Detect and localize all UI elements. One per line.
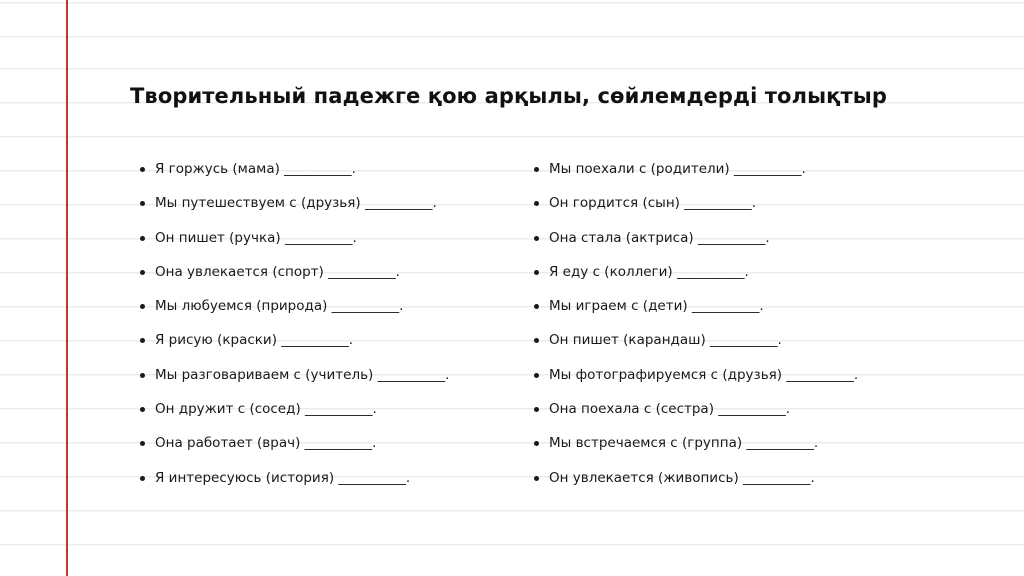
exercise-item: Он пишет (ручка) __________. bbox=[140, 223, 449, 257]
exercise-item: Она стала (актриса) __________. bbox=[534, 223, 858, 257]
notebook-margin-line bbox=[66, 0, 68, 576]
exercise-item: Мы встречаемся с (группа) __________. bbox=[534, 428, 858, 462]
exercise-list-left bbox=[140, 154, 449, 497]
exercise-item: Мы фотографируемся с (друзья) __________. bbox=[534, 360, 858, 394]
exercise-item: Он увлекается (живопись) __________. bbox=[534, 463, 858, 497]
exercise-item: Он пишет (карандаш) __________. bbox=[534, 325, 858, 359]
page-title: Творительный падежге қою арқылы, сөйлемдерді толықтыр bbox=[130, 84, 888, 108]
exercise-item: Я рисую (краски) __________. bbox=[140, 325, 449, 359]
exercise-list-right bbox=[534, 154, 858, 497]
exercise-item: Мы любуемся (природа) __________. bbox=[140, 291, 449, 325]
exercise-item: Я горжусь (мама) __________. bbox=[140, 154, 449, 188]
exercise-item: Мы путешествуем с (друзья) __________. bbox=[140, 188, 449, 222]
exercise-item: Я интересуюсь (история) __________. bbox=[140, 463, 449, 497]
exercise-item: Он дружит с (сосед) __________. bbox=[140, 394, 449, 428]
exercise-item: Мы играем с (дети) __________. bbox=[534, 291, 858, 325]
exercise-item: Она работает (врач) __________. bbox=[140, 428, 449, 462]
exercise-item: Я еду с (коллеги) __________. bbox=[534, 257, 858, 291]
exercise-item: Мы разговариваем с (учитель) __________. bbox=[140, 360, 449, 394]
exercise-item: Мы поехали с (родители) __________. bbox=[534, 154, 858, 188]
exercise-item: Он гордится (сын) __________. bbox=[534, 188, 858, 222]
exercise-item: Она поехала с (сестра) __________. bbox=[534, 394, 858, 428]
exercise-item: Она увлекается (спорт) __________. bbox=[140, 257, 449, 291]
